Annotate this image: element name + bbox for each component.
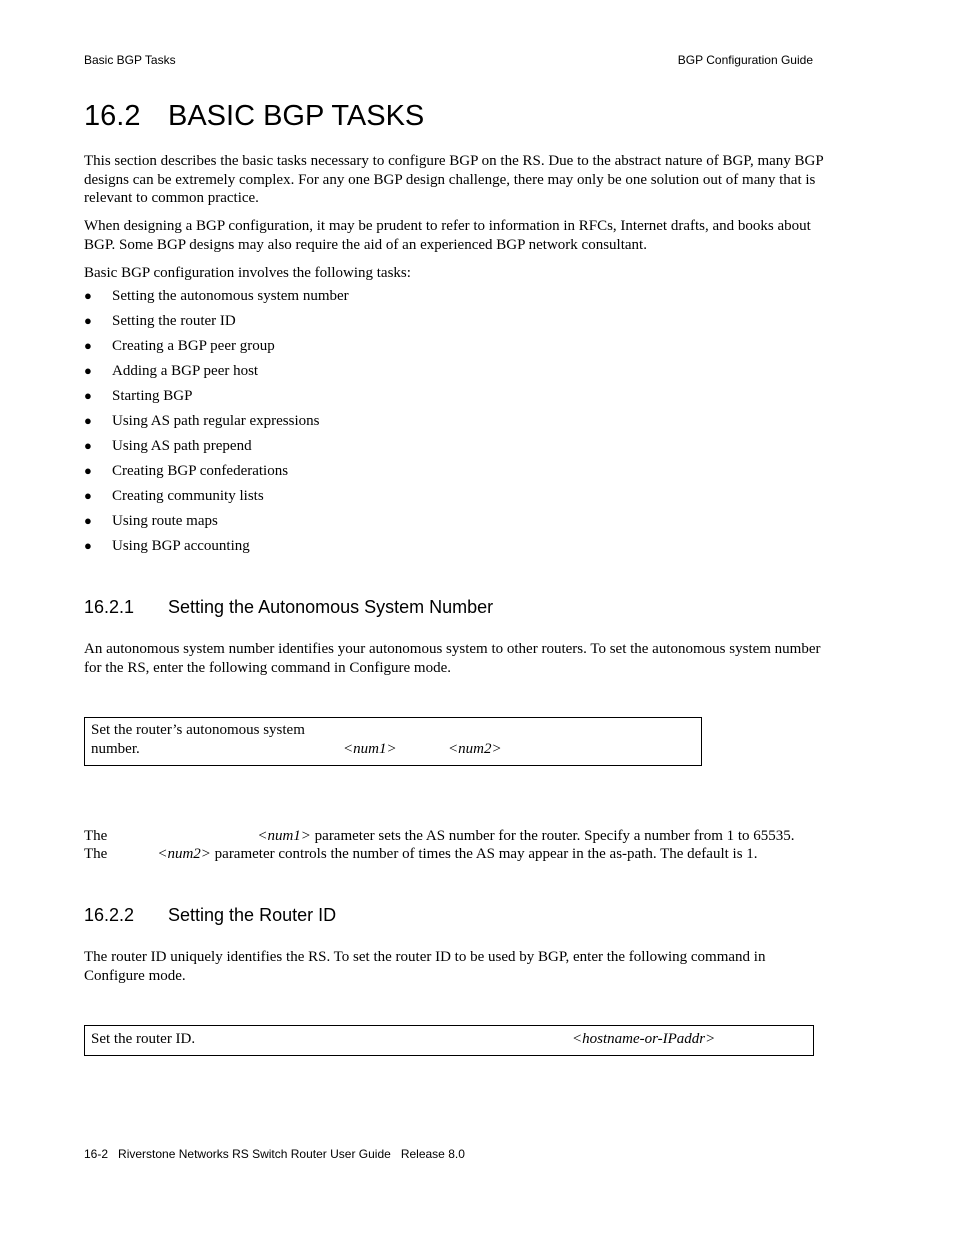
note-text: parameter controls the number of times the AS may appear in the as-path. The default is 1. [214,846,758,862]
list-item-label: Starting BGP [112,388,193,404]
subsection-title: Setting the Router ID [168,905,337,925]
bullet-icon: ● [84,438,92,453]
as-number-paragraph: An autonomous system number identifies your autonomous system to other routers. To set the autonomous system number for the RS, enter the following command in Configure mode. [84,641,821,676]
subsection-number: 16.2.1 [84,597,135,617]
bullet-icon: ● [84,463,92,478]
bullet-icon: ● [84,513,92,528]
list-item [84,361,349,386]
intro-paragraph-2: When designing a BGP configuration, it may be prudent to refer to information in RFCs, Internet drafts, and books about BGP. Some BGP designs may also require the aid of an experienced BGP network consultant. [84,218,811,253]
intro-paragraph-3: Basic BGP configuration involves the following tasks: [84,265,411,281]
list-item [84,486,349,511]
note-param: <num1> [257,828,311,844]
note-text: parameter sets the AS number for the router. Specify a number from 1 to 65535. [314,828,795,844]
param-note-2 [84,845,758,864]
bullet-icon: ● [84,538,92,553]
list-item-label: Adding a BGP peer host [112,363,259,379]
param-note-1 [84,827,795,846]
subsection-heading-router-id [84,905,336,926]
list-item [84,311,349,336]
list-item [84,286,349,311]
list-item [84,336,349,361]
page-footer [84,1147,465,1161]
command-description [91,721,305,758]
router-id-command-table [84,1025,814,1056]
section-heading [84,100,424,133]
bullet-icon: ● [84,363,92,378]
bullet-icon: ● [84,388,92,403]
list-item-label: Creating a BGP peer group [112,338,275,354]
bullet-icon: ● [84,313,92,328]
section-number: 16.2 [84,100,141,132]
list-item-label: Setting the router ID [112,313,236,329]
bullet-icon: ● [84,288,92,303]
note-param: <num2> [157,846,211,862]
footer-release: Release 8.0 [400,1147,465,1161]
subsection-title: Setting the Autonomous System Number [168,597,494,617]
running-header-left: Basic BGP Tasks [84,53,176,67]
list-item [84,436,349,461]
command-param-num1: <num1> [343,741,397,757]
list-item [84,461,349,486]
list-item [84,536,349,561]
subsection-number: 16.2.2 [84,905,135,925]
list-item-label: Creating community lists [112,488,264,504]
list-item [84,411,349,436]
bullet-icon: ● [84,413,92,428]
list-item-label: Creating BGP confederations [112,463,289,479]
list-item-label: Using AS path prepend [112,438,252,454]
bullet-icon: ● [84,488,92,503]
list-item-label: Using BGP accounting [112,538,250,554]
subsection-heading-as-number [84,597,493,618]
command-param-hostname: <hostname-or-IPaddr> [572,1031,716,1047]
task-list [84,286,349,561]
footer-title: Riverstone Networks RS Switch Router User Guide [118,1147,391,1161]
command-description: Set the router ID. [91,1031,196,1047]
list-item-label: Setting the autonomous system number [112,288,349,304]
command-param-num2: <num2> [448,741,502,757]
bullet-icon: ● [84,338,92,353]
as-number-command-table [84,717,702,766]
section-title: BASIC BGP TASKS [168,100,425,132]
list-item [84,511,349,536]
list-item-label: Using AS path regular expressions [112,413,320,429]
router-id-paragraph: The router ID uniquely identifies the RS. To set the router ID to be used by BGP, enter the following command in Configure mode. [84,949,766,984]
note-prefix: The [84,828,108,844]
command-description-line: number. [91,740,140,757]
command-description-line: Set the router’s autonomous system [91,722,305,738]
running-header-right: BGP Configuration Guide [677,53,813,67]
note-prefix: The [84,846,108,862]
intro-paragraph-1: This section describes the basic tasks necessary to configure BGP on the RS. Due to the abstract nature of BGP, many BGP designs can be extremely complex. For any one BGP design challenge, there may only be one solution out of many that is relevant to common practice. [84,153,824,206]
footer-page-number: 16-2 [84,1147,109,1161]
list-item-label: Using route maps [112,513,218,529]
list-item [84,386,349,411]
